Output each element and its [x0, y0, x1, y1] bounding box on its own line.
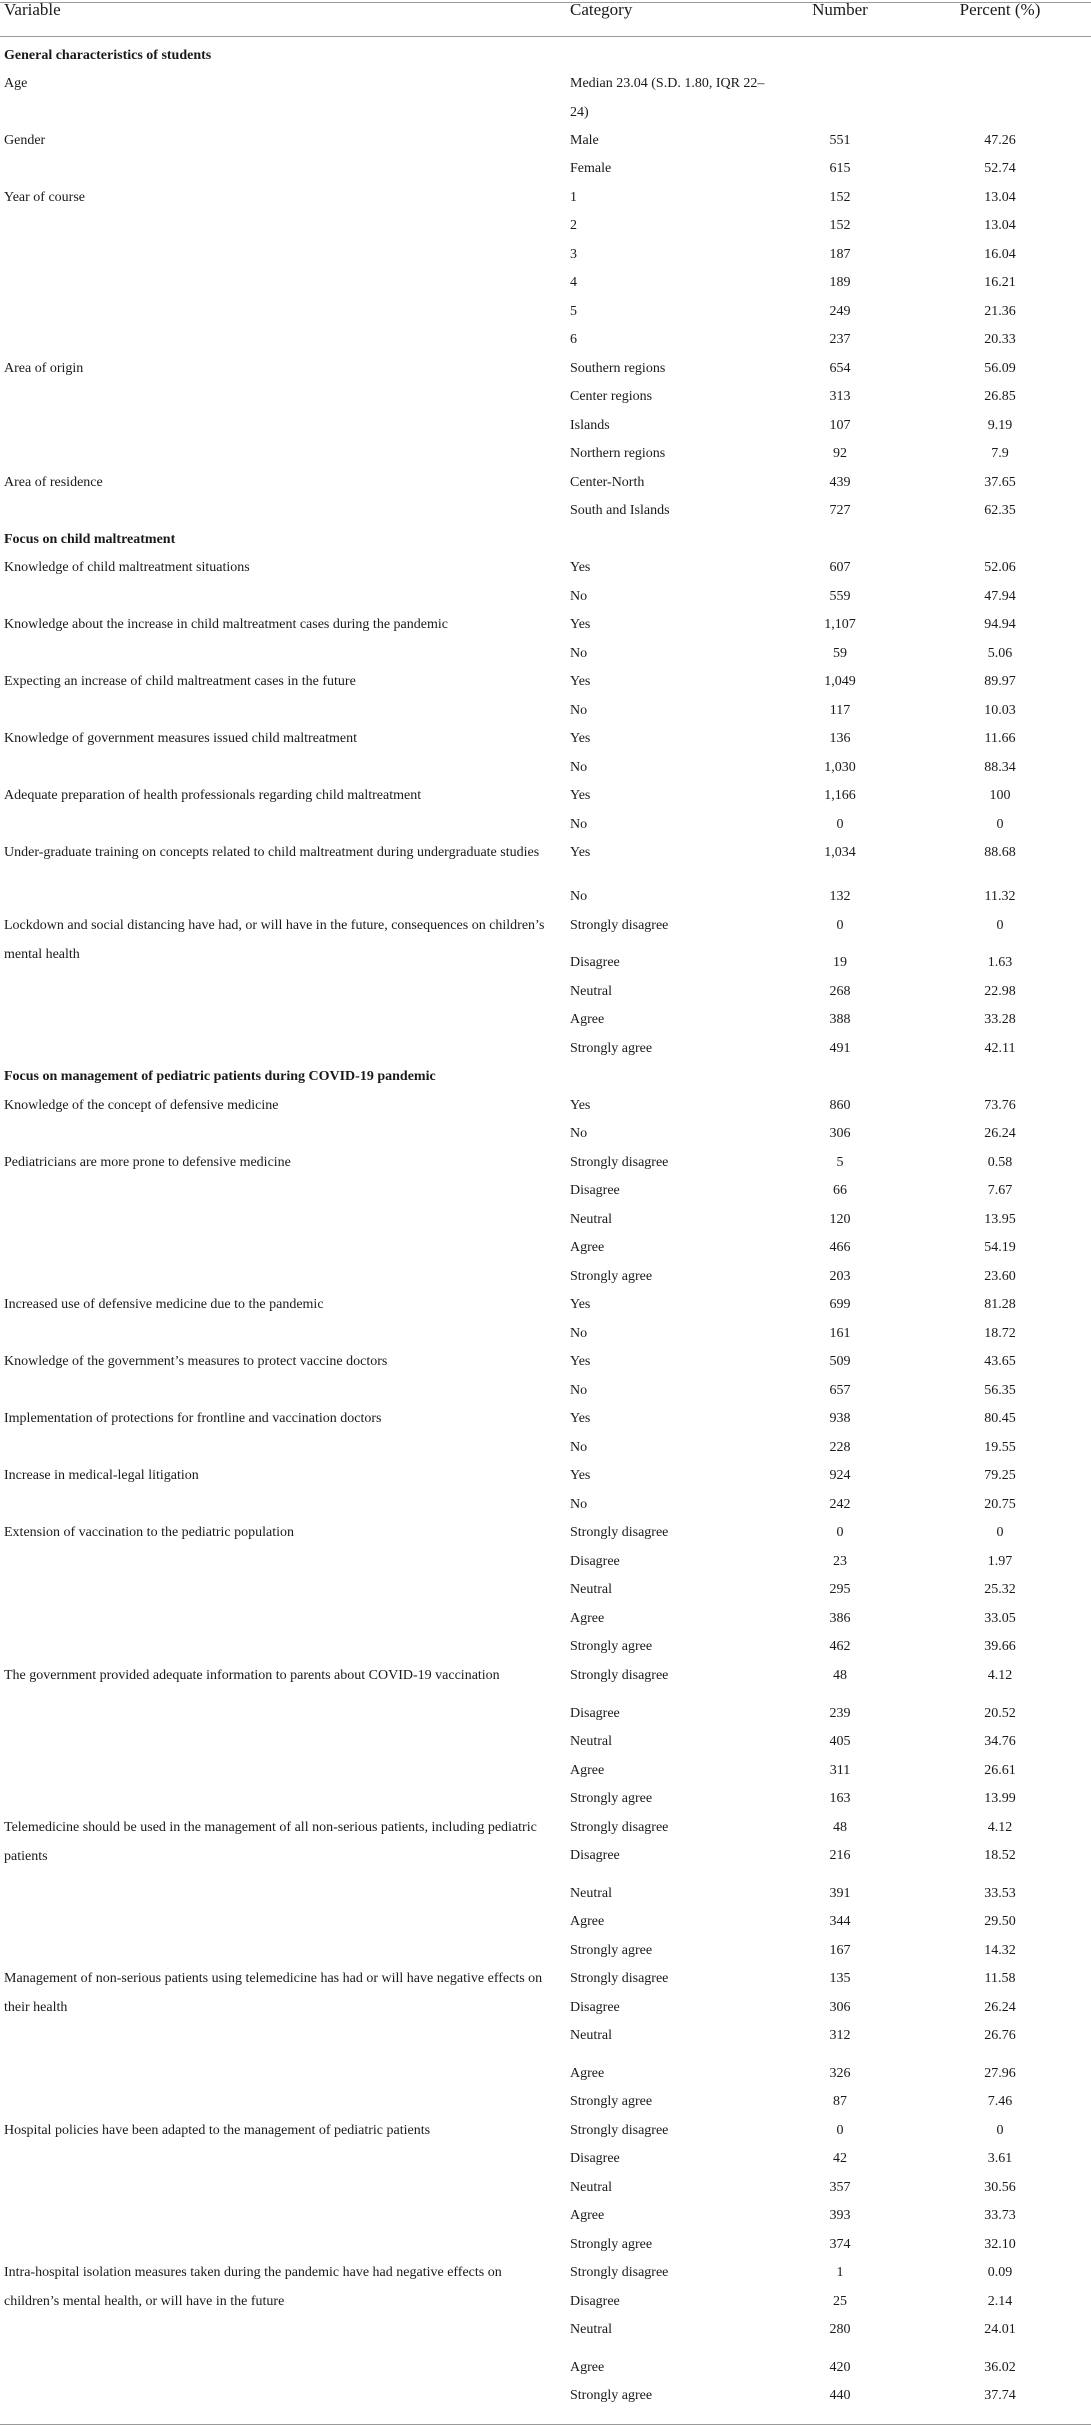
percent-cell: 16.04 [984, 247, 1016, 262]
number-cell: 132 [829, 889, 851, 904]
number-cell: 189 [829, 275, 851, 290]
percent-cell: 9.19 [987, 418, 1013, 433]
percent-cell: 20.33 [984, 332, 1016, 347]
percent-cell: 26.85 [984, 389, 1016, 404]
number-cell: 87 [833, 2094, 847, 2109]
variable-cell: Age [4, 76, 28, 91]
category-cell: No [570, 1326, 588, 1341]
number-cell: 135 [829, 1971, 851, 1986]
percent-cell: 13.99 [984, 1791, 1016, 1806]
percent-cell: 18.72 [984, 1326, 1016, 1341]
category-cell: Strongly agree [570, 1791, 653, 1806]
percent-cell: 4.12 [987, 1820, 1013, 1835]
percent-cell: 88.34 [984, 760, 1016, 775]
percent-cell: 19.55 [984, 1440, 1016, 1455]
category-cell: Disagree [570, 2000, 620, 2015]
percent-cell: 54.19 [984, 1240, 1016, 1255]
category-cell: 6 [570, 332, 577, 347]
percent-cell: 1.63 [987, 955, 1013, 970]
number-cell: 25 [833, 2294, 847, 2309]
percent-cell: 33.28 [984, 1012, 1016, 1027]
category-cell: Agree [570, 1763, 605, 1778]
percent-cell: 47.94 [984, 589, 1016, 604]
percent-cell: 36.02 [984, 2360, 1016, 2375]
category-cell: Strongly disagree [570, 2123, 669, 2138]
category-cell: Yes [570, 560, 591, 575]
percent-cell: 13.04 [984, 190, 1016, 205]
percent-cell: 14.32 [984, 1943, 1016, 1958]
percent-cell: 0.09 [987, 2265, 1013, 2280]
variable-cell: Intra-hospital isolation measures taken during the pandemic have had negative effects on children’s mental health, or will have in the future [4, 2265, 502, 2309]
category-cell: Strongly agree [570, 2094, 653, 2109]
category-cell: Strongly agree [570, 1269, 653, 1284]
percent-cell: 79.25 [984, 1468, 1016, 1483]
category-cell: Strongly agree [570, 1943, 653, 1958]
variable-cell: Knowledge of child maltreatment situations [4, 560, 250, 575]
number-cell: 1,049 [824, 674, 856, 689]
category-cell: Disagree [570, 2151, 620, 2166]
percent-cell: 33.05 [984, 1611, 1016, 1626]
percent-cell: 0 [996, 918, 1004, 933]
variable-cell: Knowledge of government measures issued child maltreatment [4, 731, 358, 746]
percent-cell: 62.35 [984, 503, 1016, 518]
header-number: Number [812, 0, 868, 19]
number-cell: 615 [829, 161, 851, 176]
number-cell: 938 [829, 1411, 851, 1426]
percent-cell: 30.56 [984, 2180, 1016, 2195]
number-cell: 187 [829, 247, 851, 262]
number-cell: 117 [829, 703, 851, 718]
number-cell: 152 [829, 218, 851, 233]
category-cell: Agree [570, 2208, 605, 2223]
percent-cell: 26.24 [984, 2000, 1016, 2015]
variable-cell: Expecting an increase of child maltreatment cases in the future [4, 674, 356, 689]
number-cell: 42 [833, 2151, 847, 2166]
number-cell: 326 [829, 2066, 851, 2081]
category-cell: Agree [570, 1914, 605, 1929]
percent-cell: 24.01 [984, 2322, 1016, 2337]
variable-cell: Knowledge of the government’s measures to protect vaccine doctors [4, 1354, 388, 1369]
number-cell: 280 [829, 2322, 851, 2337]
category-cell: Strongly disagree [570, 1668, 669, 1683]
number-cell: 312 [829, 2028, 851, 2043]
number-cell: 860 [829, 1098, 851, 1113]
percent-cell: 73.76 [984, 1098, 1016, 1113]
number-cell: 311 [829, 1763, 851, 1778]
number-cell: 509 [829, 1354, 851, 1369]
category-cell: Female [570, 161, 612, 176]
category-cell: Strongly agree [570, 1639, 653, 1654]
percent-cell: 80.45 [984, 1411, 1016, 1426]
category-cell: Neutral [570, 2322, 612, 2337]
category-cell: 2 [570, 218, 577, 233]
percent-cell: 27.96 [984, 2066, 1016, 2081]
category-cell: Male [570, 133, 599, 148]
category-cell: No [570, 646, 588, 661]
percent-cell: 11.66 [984, 731, 1016, 746]
category-cell: Yes [570, 1468, 591, 1483]
percent-cell: 43.65 [984, 1354, 1016, 1369]
percent-cell: 16.21 [984, 275, 1016, 290]
number-cell: 242 [829, 1497, 851, 1512]
category-cell: Yes [570, 1354, 591, 1369]
percent-cell: 33.73 [984, 2208, 1016, 2223]
percent-cell: 88.68 [984, 845, 1016, 860]
number-cell: 48 [833, 1668, 847, 1683]
number-cell: 203 [829, 1269, 851, 1284]
percent-cell: 42.11 [984, 1041, 1016, 1056]
variable-cell: Implementation of protections for frontline and vaccination doctors [4, 1411, 382, 1426]
number-cell: 23 [833, 1554, 847, 1569]
table-header-row [0, 0, 1091, 36]
percent-cell: 26.24 [984, 1126, 1016, 1141]
number-cell: 391 [829, 1886, 851, 1901]
section-title: Focus on management of pediatric patients during COVID-19 pandemic [4, 1069, 436, 1084]
percent-cell: 29.50 [984, 1914, 1016, 1929]
variable-cell: Area of residence [4, 475, 103, 490]
section-title: General characteristics of students [4, 48, 212, 63]
percent-cell: 3.61 [987, 2151, 1013, 2166]
percent-cell: 11.32 [984, 889, 1016, 904]
variable-cell: The government provided adequate information to parents about COVID-19 vaccination [4, 1668, 500, 1683]
percent-cell: 10.03 [984, 703, 1016, 718]
variable-cell: Pediatricians are more prone to defensive medicine [4, 1155, 291, 1170]
percent-cell: 89.97 [984, 674, 1016, 689]
header-category: Category [570, 0, 633, 19]
category-cell: Agree [570, 1611, 605, 1626]
category-cell: Neutral [570, 1734, 612, 1749]
number-cell: 374 [829, 2237, 851, 2252]
percent-cell: 37.74 [984, 2388, 1016, 2403]
percent-cell: 1.97 [987, 1554, 1013, 1569]
percent-cell: 7.9 [991, 446, 1009, 461]
variable-cell: Gender [4, 133, 46, 148]
variable-cell: Knowledge about the increase in child maltreatment cases during the pandemic [4, 617, 448, 632]
number-cell: 699 [829, 1297, 851, 1312]
number-cell: 405 [829, 1734, 851, 1749]
category-cell: Yes [570, 788, 591, 803]
number-cell: 59 [833, 646, 847, 661]
category-cell: Disagree [570, 1183, 620, 1198]
percent-cell: 20.52 [984, 1706, 1016, 1721]
percent-cell: 32.10 [984, 2237, 1016, 2252]
number-cell: 120 [829, 1212, 851, 1227]
number-cell: 163 [829, 1791, 851, 1806]
category-cell: No [570, 889, 588, 904]
percent-cell: 23.60 [984, 1269, 1016, 1284]
category-cell: Neutral [570, 1886, 612, 1901]
percent-cell: 34.76 [984, 1734, 1016, 1749]
number-cell: 420 [829, 2360, 851, 2375]
number-cell: 491 [829, 1041, 851, 1056]
number-cell: 249 [829, 304, 851, 319]
number-cell: 216 [829, 1848, 851, 1863]
number-cell: 466 [829, 1240, 851, 1255]
variable-cell: Increase in medical-legal litigation [4, 1468, 199, 1483]
category-cell: Strongly disagree [570, 1525, 669, 1540]
category-cell: Yes [570, 617, 591, 632]
category-cell: No [570, 817, 588, 832]
number-cell: 313 [829, 389, 851, 404]
category-cell: Agree [570, 1240, 605, 1255]
category-cell: Disagree [570, 1554, 620, 1569]
table-header-rule [0, 36, 1091, 37]
category-cell: Strongly disagree [570, 918, 669, 933]
category-cell: Strongly agree [570, 2237, 653, 2252]
number-cell: 393 [829, 2208, 851, 2223]
category-cell: Yes [570, 1098, 591, 1113]
percent-cell: 7.46 [987, 2094, 1013, 2109]
category-cell: Strongly disagree [570, 1155, 669, 1170]
category-cell: Yes [570, 1297, 591, 1312]
header-variable: Variable [4, 0, 61, 19]
category-cell: Median 23.04 (S.D. 1.80, IQR 22–24) [570, 76, 765, 120]
percent-cell: 0 [996, 817, 1004, 832]
number-cell: 161 [829, 1326, 851, 1341]
number-cell: 654 [829, 361, 851, 376]
variable-cell: Lockdown and social distancing have had, or will have in the future, consequences on children’s mental health [4, 918, 545, 962]
variable-cell: Management of non-serious patients using telemedicine has had or will have negative effects on their health [4, 1971, 543, 2015]
category-cell: Neutral [570, 2180, 612, 2195]
number-cell: 462 [829, 1639, 851, 1654]
percent-cell: 56.09 [984, 361, 1016, 376]
category-cell: Neutral [570, 2028, 612, 2043]
percent-cell: 26.76 [984, 2028, 1016, 2043]
number-cell: 136 [829, 731, 851, 746]
number-cell: 19 [833, 955, 847, 970]
variable-cell: Telemedicine should be used in the management of all non-serious patients, including pediatric patients [4, 1820, 537, 1864]
category-cell: Strongly agree [570, 1041, 653, 1056]
percent-cell: 0 [996, 1525, 1004, 1540]
number-cell: 1,034 [824, 845, 856, 860]
category-cell: No [570, 1126, 588, 1141]
number-cell: 1,166 [824, 788, 856, 803]
category-cell: Agree [570, 1012, 605, 1027]
number-cell: 295 [829, 1582, 851, 1597]
number-cell: 5 [836, 1155, 844, 1170]
percent-cell: 5.06 [987, 646, 1013, 661]
number-cell: 92 [833, 446, 847, 461]
number-cell: 440 [829, 2388, 851, 2403]
percent-cell: 47.26 [984, 133, 1016, 148]
number-cell: 239 [829, 1706, 851, 1721]
category-cell: Disagree [570, 1706, 620, 1721]
category-cell: No [570, 1497, 588, 1512]
category-cell: 5 [570, 304, 577, 319]
number-cell: 0 [836, 2123, 844, 2138]
number-cell: 727 [829, 503, 851, 518]
number-cell: 357 [829, 2180, 851, 2195]
number-cell: 388 [829, 1012, 851, 1027]
number-cell: 306 [829, 1126, 851, 1141]
number-cell: 0 [836, 817, 844, 832]
number-cell: 48 [833, 1820, 847, 1835]
variable-cell: Year of course [4, 190, 85, 205]
category-cell: Strongly disagree [570, 1820, 669, 1835]
percent-cell: 13.95 [984, 1212, 1016, 1227]
number-cell: 237 [829, 332, 851, 347]
variable-cell: Extension of vaccination to the pediatric population [4, 1525, 295, 1540]
category-cell: No [570, 1440, 588, 1455]
category-cell: Strongly disagree [570, 1971, 669, 1986]
header-percent: Percent (%) [959, 0, 1041, 19]
percent-cell: 39.66 [984, 1639, 1016, 1654]
category-cell: Islands [570, 418, 610, 433]
percent-cell: 0.58 [987, 1155, 1013, 1170]
number-cell: 306 [829, 2000, 851, 2015]
percent-cell: 22.98 [984, 984, 1016, 999]
category-cell: Disagree [570, 1848, 620, 1863]
number-cell: 66 [833, 1183, 847, 1198]
category-cell: Yes [570, 674, 591, 689]
category-cell: No [570, 1383, 588, 1398]
number-cell: 152 [829, 190, 851, 205]
category-cell: Northern regions [570, 446, 666, 461]
percent-cell: 52.74 [984, 161, 1016, 176]
category-cell: 1 [570, 190, 577, 205]
number-cell: 1,107 [824, 617, 856, 632]
category-cell: Agree [570, 2066, 605, 2081]
category-cell: No [570, 589, 588, 604]
number-cell: 1 [836, 2265, 844, 2280]
number-cell: 344 [829, 1914, 851, 1929]
category-cell: Center regions [570, 389, 653, 404]
percent-cell: 11.58 [984, 1971, 1016, 1986]
variable-cell: Hospital policies have been adapted to the management of pediatric patients [4, 2123, 431, 2138]
category-cell: Neutral [570, 984, 612, 999]
category-cell: Strongly agree [570, 2388, 653, 2403]
percent-cell: 20.75 [984, 1497, 1016, 1512]
number-cell: 228 [829, 1440, 851, 1455]
percent-cell: 37.65 [984, 475, 1016, 490]
table-bottom-rule [0, 2424, 1091, 2425]
variable-cell: Knowledge of the concept of defensive medicine [4, 1098, 279, 1113]
number-cell: 607 [829, 560, 851, 575]
percent-cell: 56.35 [984, 1383, 1016, 1398]
number-cell: 386 [829, 1611, 851, 1626]
category-cell: Neutral [570, 1212, 612, 1227]
number-cell: 657 [829, 1383, 851, 1398]
percent-cell: 52.06 [984, 560, 1016, 575]
category-cell: No [570, 760, 588, 775]
percent-cell: 26.61 [984, 1763, 1016, 1778]
category-cell: Yes [570, 1411, 591, 1426]
number-cell: 107 [829, 418, 851, 433]
number-cell: 167 [829, 1943, 851, 1958]
number-cell: 551 [829, 133, 851, 148]
category-cell: South and Islands [570, 503, 670, 518]
percent-cell: 7.67 [987, 1183, 1013, 1198]
category-cell: 3 [570, 247, 577, 262]
number-cell: 0 [836, 918, 844, 933]
variable-cell: Area of origin [4, 361, 84, 376]
variable-cell: Adequate preparation of health professionals regarding child maltreatment [4, 788, 422, 803]
category-cell: Yes [570, 845, 591, 860]
number-cell: 439 [829, 475, 851, 490]
percent-cell: 25.32 [984, 1582, 1016, 1597]
number-cell: 1,030 [824, 760, 856, 775]
number-cell: 268 [829, 984, 851, 999]
section-title: Focus on child maltreatment [4, 532, 176, 547]
number-cell: 559 [829, 589, 851, 604]
number-cell: 924 [829, 1468, 851, 1483]
percent-cell: 2.14 [987, 2294, 1013, 2309]
category-cell: Disagree [570, 955, 620, 970]
percent-cell: 81.28 [984, 1297, 1016, 1312]
number-cell: 0 [836, 1525, 844, 1540]
variable-cell: Under-graduate training on concepts related to child maltreatment during undergraduate studies [4, 845, 540, 860]
percent-cell: 33.53 [984, 1886, 1016, 1901]
category-cell: Neutral [570, 1582, 612, 1597]
category-cell: Center-North [570, 475, 645, 490]
category-cell: Yes [570, 731, 591, 746]
percent-cell: 21.36 [984, 304, 1016, 319]
category-cell: Agree [570, 2360, 605, 2375]
variable-cell: Increased use of defensive medicine due to the pandemic [4, 1297, 324, 1312]
category-cell: Strongly disagree [570, 2265, 669, 2280]
category-cell: 4 [570, 275, 577, 290]
percent-cell: 18.52 [984, 1848, 1016, 1863]
percent-cell: 100 [989, 788, 1011, 803]
percent-cell: 0 [996, 2123, 1004, 2138]
percent-cell: 13.04 [984, 218, 1016, 233]
percent-cell: 4.12 [987, 1668, 1013, 1683]
category-cell: Disagree [570, 2294, 620, 2309]
percent-cell: 94.94 [984, 617, 1016, 632]
category-cell: No [570, 703, 588, 718]
category-cell: Southern regions [570, 361, 666, 376]
